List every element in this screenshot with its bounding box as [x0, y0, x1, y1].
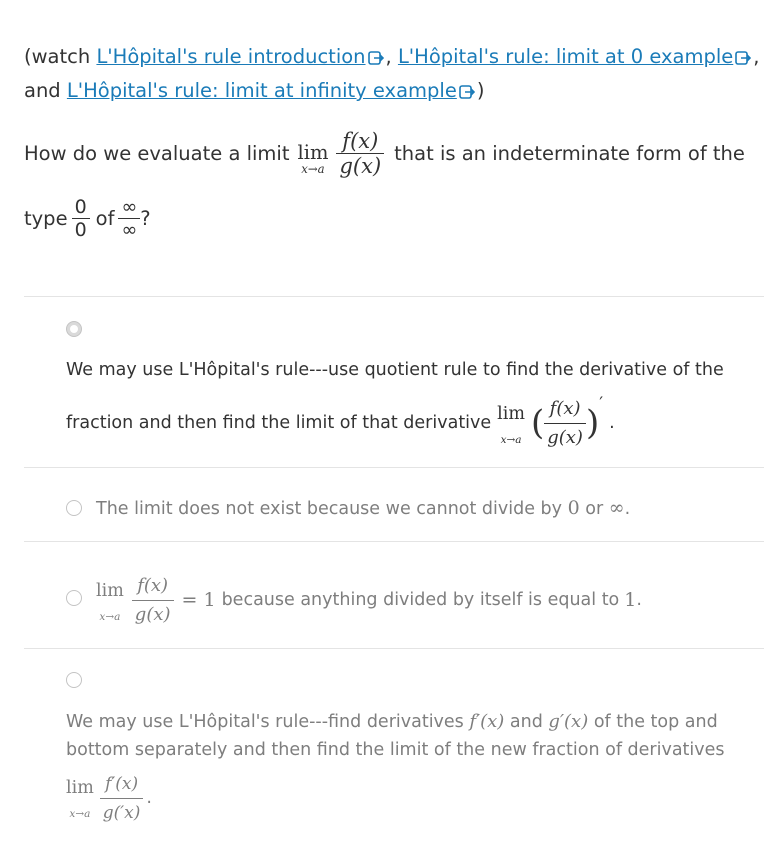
- link-lhopital-limit-at-0[interactable]: L'Hôpital's rule: limit at 0 example: [397, 45, 734, 68]
- link-lhopital-intro[interactable]: L'Hôpital's rule introduction: [96, 45, 366, 68]
- option-4-formula: [66, 768, 766, 828]
- option-4-text-before: We may use L'Hôpital's rule---find derivatives: [66, 712, 464, 732]
- intro-comma-2: ,: [753, 45, 760, 68]
- option-3-text[interactable]: [96, 565, 756, 635]
- intro-close-paren: ): [476, 79, 485, 102]
- fraction-numerator: f(x): [549, 397, 581, 419]
- option-1-lim: [497, 400, 525, 454]
- question-type-word: type: [24, 206, 68, 230]
- fraction-numerator: f′(x): [105, 773, 139, 794]
- question: [24, 120, 764, 250]
- fraction-denominator: g(′x): [102, 802, 141, 823]
- inf-denominator: ∞: [121, 218, 138, 241]
- inf-over-inf: [118, 196, 140, 241]
- lim-word: lim: [96, 581, 124, 601]
- separator: [24, 648, 764, 649]
- option-1-line-2-text: fraction and then find the limit of that derivative: [66, 413, 492, 433]
- option-3-radio[interactable]: [66, 590, 82, 606]
- question-of-word: of: [95, 206, 115, 230]
- question-lim: [298, 141, 329, 176]
- intro-line-1: [24, 40, 764, 74]
- question-line-2: [24, 186, 764, 250]
- right-paren: ): [585, 403, 600, 443]
- option-4-line-1: [66, 708, 766, 736]
- option-3-fraction: [132, 572, 174, 629]
- lim-subscript: x→a: [69, 808, 91, 820]
- lim-subscript: x→a: [99, 611, 121, 623]
- intro-text: [24, 40, 764, 108]
- option-2-or: or: [585, 499, 604, 519]
- lim-subscript: x→a: [500, 434, 522, 446]
- f-prime: f′(x): [469, 711, 505, 732]
- option-2-radio[interactable]: [66, 500, 82, 516]
- option-1-radio[interactable]: [66, 321, 82, 337]
- lim-word: lim: [66, 778, 94, 798]
- option-4-lim: [66, 774, 94, 828]
- option-2-text[interactable]: [96, 494, 756, 523]
- fraction-denominator: g(x): [134, 603, 171, 625]
- inf-numerator: ∞: [121, 195, 138, 218]
- option-3-lim: [96, 577, 124, 631]
- option-2-text-before: The limit does not exist because we cannot divide by: [96, 499, 563, 519]
- option-4-text[interactable]: [66, 708, 766, 828]
- lim-subscript: x→a: [301, 161, 325, 176]
- option-2-infinity: ∞: [608, 497, 625, 519]
- intro-watch-prefix: (watch: [24, 45, 97, 68]
- option-3-equals: = 1: [181, 589, 216, 611]
- lim-word: lim: [497, 404, 525, 424]
- zero-denominator: 0: [74, 218, 87, 241]
- question-line-1: [24, 120, 764, 186]
- fraction-numerator: f(x): [342, 128, 379, 153]
- zero-over-zero: [72, 196, 90, 241]
- option-1-line-1: We may use L'Hôpital's rule---use quotient rule to find the derivative of the: [66, 360, 724, 380]
- separator: [24, 467, 764, 468]
- option-2-zero: 0: [567, 497, 580, 519]
- option-4-text-after: of the top and: [593, 712, 718, 732]
- fraction-numerator: f(x): [137, 574, 169, 596]
- fraction-denominator: g(x): [547, 426, 583, 448]
- option-1-text[interactable]: [66, 356, 766, 454]
- question-text-after: that is an indeterminate form of the: [394, 141, 745, 165]
- option-3-period: .: [636, 590, 642, 610]
- question-text-before: How do we evaluate a limit: [24, 141, 290, 165]
- intro-and-prefix: and: [24, 79, 67, 102]
- option-4-period: .: [146, 788, 152, 808]
- option-3-text-after: because anything divided by itself is equal to: [221, 590, 620, 610]
- option-1-fraction: [544, 395, 586, 452]
- zero-numerator: 0: [74, 195, 87, 218]
- lim-word: lim: [297, 140, 329, 164]
- prime-mark: ′: [599, 394, 604, 414]
- option-4-fraction: [100, 770, 144, 827]
- fraction-denominator: g(x): [339, 153, 382, 178]
- intro-comma-1: ,: [385, 45, 392, 68]
- option-3-one: 1: [624, 589, 637, 611]
- option-1-period: .: [609, 413, 615, 433]
- question-fraction: [336, 129, 384, 178]
- option-4-radio[interactable]: [66, 672, 82, 688]
- link-lhopital-limit-at-infinity[interactable]: L'Hôpital's rule: limit at infinity example: [66, 79, 457, 102]
- separator: [24, 296, 764, 297]
- question-mark: ?: [140, 206, 151, 230]
- external-link-icon[interactable]: [735, 51, 751, 65]
- left-paren: (: [530, 403, 545, 443]
- option-2-period: .: [624, 499, 631, 519]
- option-4-line-2: bottom separately and then find the limit of the new fraction of derivatives: [66, 740, 725, 760]
- external-link-icon[interactable]: [368, 51, 384, 65]
- external-link-icon[interactable]: [459, 85, 475, 99]
- option-4-and: and: [509, 712, 543, 732]
- g-prime: g′(x): [548, 711, 589, 732]
- option-1-line-2: [66, 392, 766, 454]
- separator: [24, 541, 764, 542]
- intro-line-2: [24, 74, 764, 108]
